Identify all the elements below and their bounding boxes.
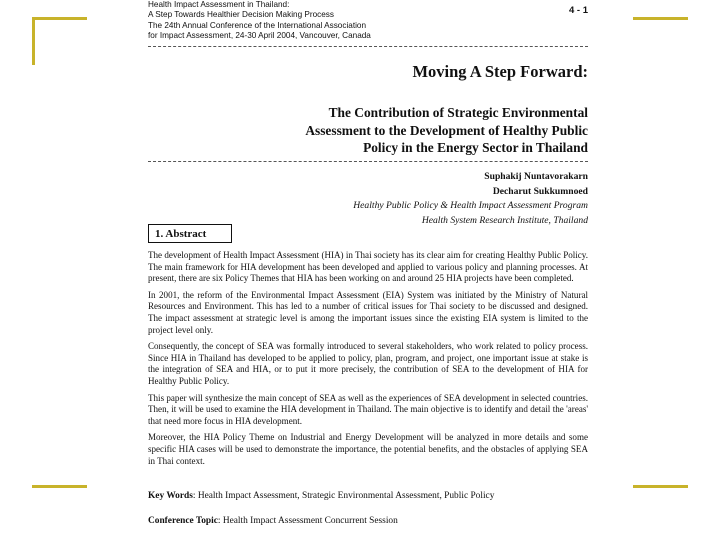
conference-topic-text: : Health Impact Assessment Concurrent Session (217, 516, 398, 526)
author-program: Healthy Public Policy & Health Impact Assessment Program (353, 200, 588, 211)
running-header (148, 0, 548, 42)
abstract-paragraph: Moreover, the HIA Policy Theme on Industrial and Energy Development will be analyzed in more details and some specific HIA cases will be used to demonstrate the importance, the potential benefits, and the obstacles of applying SEA in Thai context. (148, 432, 588, 466)
author-institute: Health System Research Institute, Thailand (421, 214, 588, 226)
abstract-paragraph: Consequently, the concept of SEA was formally introduced to several stakeholders, who work related to policy process. Since HIA in Thailand has developed to be applied to policy, plan, program, and project, one important issue at stake is the integration of SEA and HIA, or to put it more precisely, the contribution of SEA to the development of HIA for Healthy Public Policy. (148, 341, 588, 386)
frame-rule-bottom-left (32, 485, 87, 488)
header-line: A Step Towards Healthier Decision Making Process (148, 10, 334, 20)
header-line: Health Impact Assessment in Thailand: (148, 0, 290, 9)
subtitle-line: Policy in the Energy Sector in Thailand (363, 140, 588, 155)
header-divider (148, 46, 588, 47)
title-divider (148, 161, 588, 162)
keywords-label: Key Words (148, 491, 193, 501)
abstract-paragraph: The development of Health Impact Assessment (HIA) in Thai society has its clear aim for creating Healthy Public Policy. The main framework for HIA development has been developed and applied to various policy and planning processes. At present, there are six Policy Themes that HIA has been working on and around 25 HIA projects have been completed. (148, 250, 588, 284)
frame-corner-left (32, 17, 35, 65)
subtitle-line: Assessment to the Development of Healthy Public (305, 122, 588, 138)
header-line: for Impact Assessment, 24-30 April 2004, Vancouver, Canada (148, 31, 371, 41)
abstract-paragraph: This paper will synthesize the main concept of SEA as well as the experiences of SEA development in selected countries. Then, it will be used to examine the HIA development in Thailand. The main objective is to identify and detail the 'areas' that need more focus in HIA development. (148, 392, 588, 426)
conference-topic-label: Conference Topic (148, 516, 218, 526)
author-block (148, 170, 588, 228)
subtitle-line: The Contribution of Strategic Environmental (328, 105, 588, 120)
page-number: 4 - 1 (568, 5, 588, 16)
frame-rule-top-right (633, 17, 688, 20)
frame-rule-bottom-right (633, 485, 688, 488)
abstract-paragraph: In 2001, the reform of the Environmental Impact Assessment (EIA) System was initiated by the Ministry of Natural Resources and Environment. This has led to a number of critical issues for Thai society to be discussed and designed. The impact assessment at strategic level is among the important issues since the existing EIA system is limited to the project level only. (148, 289, 588, 335)
frame-rule-top-left (32, 17, 87, 20)
author-name: Decharut Sukkumnoed (492, 185, 588, 197)
page-subtitle (148, 104, 588, 157)
keywords-text: : Health Impact Assessment, Strategic Environmental Assessment, Public Policy (192, 491, 495, 501)
keywords-line (148, 491, 588, 501)
header-line: The 24th Annual Conference of the International Association (148, 20, 367, 30)
author-name: Suphakij Nuntavorakarn (484, 171, 588, 182)
conference-topic-line (148, 516, 588, 526)
document-page (148, 0, 590, 540)
page-title: Moving A Step Forward: (412, 62, 588, 81)
abstract-body (148, 250, 588, 472)
section-heading-abstract: 1. Abstract (148, 224, 232, 243)
